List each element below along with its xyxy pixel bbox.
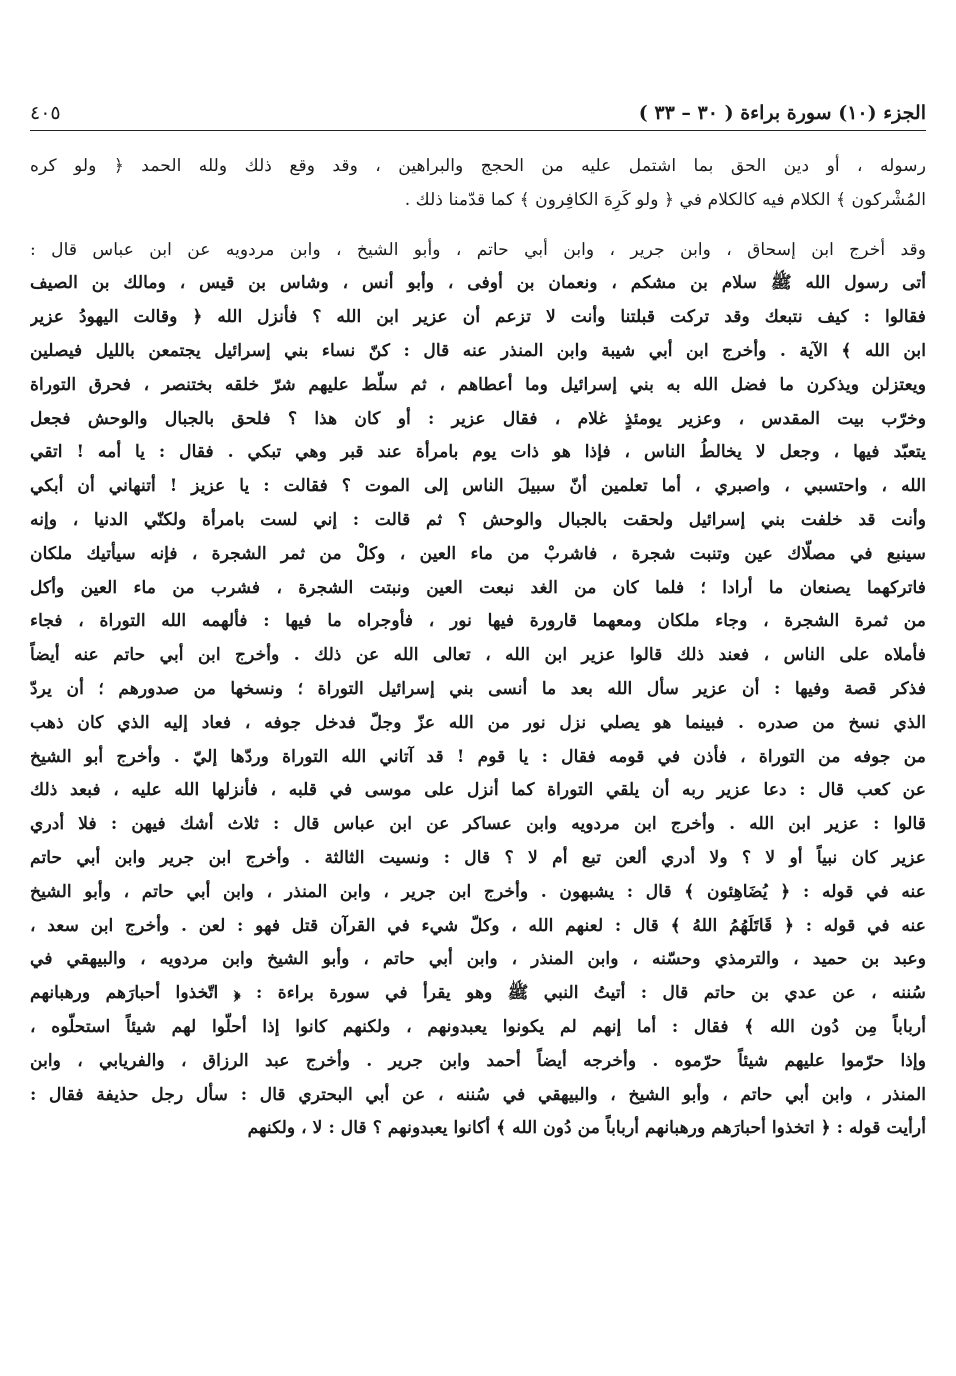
text-line: من جوفه من التوراة ، فأذن في قومه فقال : يا قوم ! قد آتاني الله التوراة وردّها إليّ . وأخرج أبو الشيخ bbox=[30, 746, 926, 767]
text-line: فذكر قصة وفيها : أن عزير سأل الله بعد ما أنسى بني إسرائيل التوراة ؛ ونسخها من صدورهم ؛ أن يردّ bbox=[30, 678, 926, 699]
text-line: قالوا : عزير ابن الله . وأخرج ابن مردويه وابن عساكر عن ابن عباس قال : ثلاث أشك فيهن : فلا أدري bbox=[30, 814, 926, 835]
text-line: أرأيت قوله : ﴿ اتخذوا أحبارَهم ورهبانهم أرباباً من دُون الله ﴾ أكانوا يعبدونهم ؟ قال : لا ، ولكنهم bbox=[247, 1118, 926, 1139]
text-line: عنه في قوله : ﴿ يُضَاهِئون ﴾ قال : يشبهون . وأخرج ابن جرير ، وابن المنذر ، وابن أبي حاتم ، وأبو الشيخ bbox=[30, 881, 926, 902]
text-line: وخرّب بيت المقدس ، وعزير يومئذٍ غلام ، فقال عزير : أو كان هذا ؟ فلحق بالجبال والوحش فجعل bbox=[30, 408, 926, 429]
text-line: وقد أخرج ابن إسحاق ، وابن جرير ، وابن أبي حاتم ، وأبو الشيخ ، وابن مردويه عن ابن عباس قال : bbox=[30, 239, 926, 260]
chapter-title: الجزء (١٠) سورة براءة ( ٣٠ – ٣٣ ) bbox=[638, 102, 926, 124]
page-number: ٤٠٥ bbox=[30, 102, 61, 124]
running-header bbox=[30, 90, 926, 124]
text-line: وعبد بن حميد ، والترمذي وحسّنه ، وابن المنذر ، وابن أبي حاتم ، وأبو الشيخ وابن مردويه ، والبيهقي في bbox=[30, 949, 926, 970]
text-line: المنذر ، وابن أبي حاتم ، وأبو الشيخ ، والبيهقي في سُننه ، عن أبي البحتري قال : سأل رجل حذيفة فقال : bbox=[30, 1084, 926, 1105]
text-line: المُشْركون ﴾ الكلام فيه كالكلام في ﴿ ولو كَرِهَ الكافِرون ﴾ كما قدّمنا ذلك . bbox=[404, 189, 926, 210]
text-line: أرباباً مِن دُون الله ﴾ فقال : أما إنهم لم يكونوا يعبدونهم ، ولكنهم كانوا إذا أحلّوا لهم شيئاً استحلّوه ، bbox=[30, 1016, 926, 1037]
text-line: وأنت قد خلفت بني إسرائيل ولحقت بالجبال والوحش ؟ ثم قالت : إني لست بامرأة ولكنّي الدنيا ، وإنه bbox=[30, 509, 926, 530]
text-line: فقالوا : كيف نتبعك وقد تركت قبلتنا وأنت لا تزعم أن عزير ابن الله ؟ فأنزل الله ﴿ وقالت اليهودُ عزير bbox=[30, 307, 926, 328]
header-rule bbox=[30, 130, 926, 131]
text-line: سينبع في مصلّاك عين وتنبت شجرة ، فاشربْ من ماء العين ، وكلْ من ثمر الشجرة ، فإنه سيأتيك ملكان bbox=[30, 543, 926, 564]
text-line: يتعبّد فيها ، وجعل لا يخالطُ الناس ، فإذا هو ذات يوم بامرأة عند قبر وهي تبكي . فقال : يا أمه ! اتقي bbox=[30, 442, 926, 463]
paragraph bbox=[30, 150, 926, 218]
text-line: رسوله ، أو دين الحق بما اشتمل عليه من الحجج والبراهين ، وقد وقع ذلك ولله الحمد ﴿ ولو كره bbox=[30, 156, 926, 176]
text-line: الله ، واحتسبي ، واصبري ، أما تعلمين أنّ سبيلَ الناس إلى الموت ؟ فقالت : يا عزيز ! أتنهاني أن أبكي bbox=[30, 476, 926, 497]
text-line: أتى رسول الله ﷺ سلام بن مشكم ، ونعمان بن أوفى ، وأبو أنس ، وشاس بن قيس ، ومالك بن الصيف bbox=[30, 273, 926, 294]
text-line: من ثمرة الشجرة ، وجاء ملكان ومعهما قارورة فيها نور ، فأوجراه ما فيها : فألهمه الله التوراة ، فجاء bbox=[30, 611, 926, 632]
text-line: فاتركهما يصنعان ما أرادا ؛ فلما كان من الغد نبعت العين ونبتت الشجرة ، فشرب من ماء العين وأكل bbox=[30, 577, 926, 598]
text-line: ابن الله ﴾ الآية . وأخرج ابن أبي شيبة وابن المنذر عنه قال : كنّ نساء بني إسرائيل يجتمعن بالليل فيصلين bbox=[30, 340, 926, 361]
text-line: سُننه ، عن عدي بن حاتم قال : أتيتُ النبي ﷺ وهو يقرأ في سورة براءة : ﴿ اتّخذوا أحبارَهم ورهبانهم bbox=[30, 983, 926, 1004]
text-line: ويعتزلن ويذكرن ما فضل الله به بني إسرائيل وما أعطاهم ، ثم سلّط عليهم شرّ خلقه بختنصر ، فحرق التوراة bbox=[30, 374, 926, 395]
text-line: عن كعب قال : دعا عزير ربه أن يلقي التوراة كما أنزل على موسى في قلبه ، فأنزلها الله عليه ، فبعد ذلك bbox=[30, 780, 926, 801]
text-line: وإذا حرّموا عليهم شيئاً حرّموه . وأخرجه أيضاً أحمد وابن جرير . وأخرج عبد الرزاق ، والفريابي ، وابن bbox=[30, 1050, 926, 1071]
text-line: عنه في قوله : ﴿ قَاتَلَهُمُ اللهُ ﴾ قال : لعنهم الله ، وكلّ شيء في القرآن قتل فهو : لعن . وأخرج ابن سعد ، bbox=[30, 915, 926, 936]
paragraph bbox=[30, 234, 926, 1147]
text-line: عزير كان نبياً أو لا ؟ ولا أدري ألعن تبع أم لا ؟ قال : ونسيت الثالثة . وأخرج ابن جرير وابن أبي حاتم bbox=[30, 847, 926, 868]
text-line: الذي نسخ من صدره . فبينما هو يصلي نزل نور من الله عزّ وجلّ فدخل جوفه ، فعاد إليه الذي كان ذهب bbox=[30, 712, 926, 733]
text-line: فأملاه على الناس ، فعند ذلك قالوا عزير ابن الله ، تعالى الله عن ذلك . وأخرج ابن أبي حاتم عنه أيضاً bbox=[30, 645, 926, 666]
page-body bbox=[30, 150, 926, 1146]
